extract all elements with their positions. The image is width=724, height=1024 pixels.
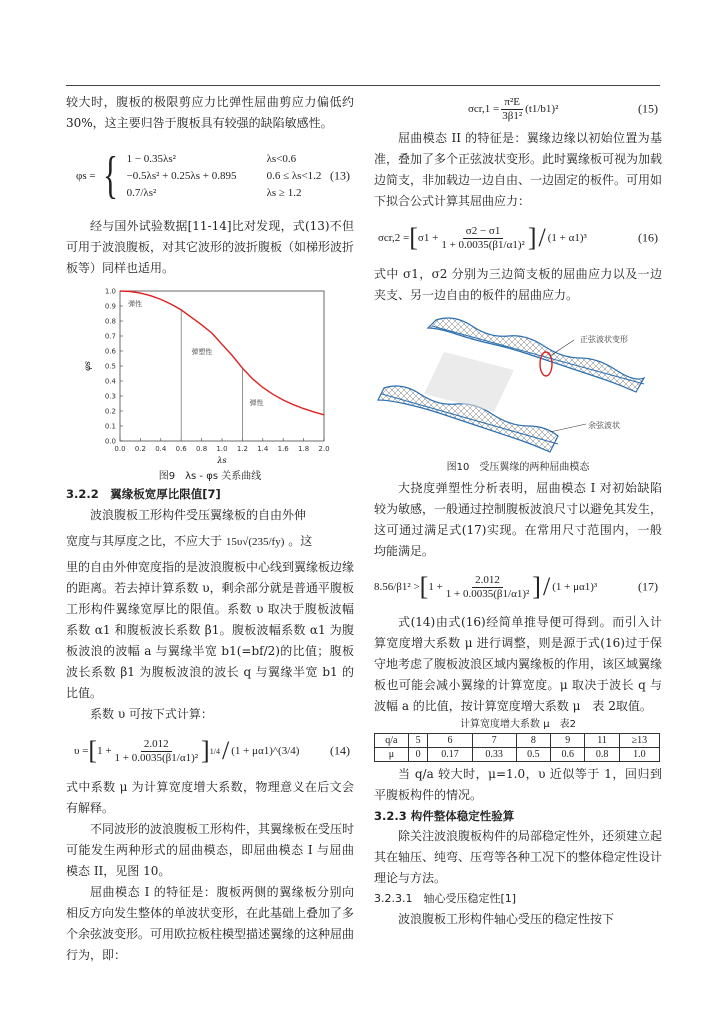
- table-2: [374, 733, 660, 762]
- x-tick-label: 0.6: [175, 445, 187, 453]
- figure-10-illustration: [374, 312, 662, 460]
- eq13-row2-expr: −0.5λs² + 0.25λs + 0.895: [126, 169, 237, 182]
- label-sine-mode: 正弦波状变形: [580, 335, 628, 344]
- eq13-lhs: φs =: [76, 169, 96, 182]
- left-paragraph-7: 屈曲模态 I 的特征是：腹板两侧的翼缘板分别向相反方向发生整体的单波状变形，在此基础上叠加了多个余弦波变形。可用欧拉板柱模型描述翼缘的这种屈曲行为，即：: [66, 885, 355, 962]
- x-tick-label: 1.2: [236, 445, 248, 453]
- right-column: [374, 92, 662, 930]
- table-2-header-row: [375, 734, 660, 748]
- eq13-row1-cond: λs<0.6: [266, 152, 297, 165]
- p3b-formula: 15υ√(235/fy): [225, 536, 285, 548]
- x-tick-label: 1.4: [257, 445, 269, 453]
- figure-9-chart: [66, 285, 354, 467]
- figure-10-caption: 图10 受压翼缘的两种屈曲模态: [446, 462, 590, 473]
- x-tick-label: 2.0: [318, 445, 330, 453]
- table-2-value-cell: 0.33: [472, 748, 516, 762]
- y-tick-label: 0.3: [104, 392, 116, 401]
- y-tick-label: 0.6: [104, 347, 116, 356]
- right-paragraph-7: 波浪腹板工形构件轴心受压的稳定性按下: [398, 912, 615, 926]
- eq17-lhs: 8.56/β1² >: [374, 580, 420, 593]
- section-3-2-2-heading: 3.2.2 翼缘板宽厚比限值[7]: [66, 487, 221, 501]
- phi-curve: [120, 291, 324, 415]
- table-2-header-cell: 7: [472, 734, 516, 748]
- eq15-number: (15): [638, 101, 658, 116]
- x-tick-label: 0.4: [155, 445, 167, 453]
- region-label: 弹性: [249, 399, 264, 407]
- p3b-text: 宽度与其厚度之比，不应大于: [66, 534, 223, 548]
- left-paragraph-3b: [66, 526, 354, 557]
- eq15-numerator: π²E: [501, 96, 523, 110]
- eq16-tail: (1 + α1)³: [547, 231, 587, 244]
- left-paragraph-1: 较大时，腹板的极限剪应力比弹性屈曲剪应力偏低约30%，这主要归咎于腹板具有较强的缺陷敏感性。: [66, 95, 354, 130]
- table-2-value-cell: 1.0: [619, 748, 659, 762]
- table-2-value-cell: 0: [408, 748, 428, 762]
- right-paragraph-4: 式(14)由式(16)经简单推导便可得到。而引入计算宽度增大系数 μ 进行调整，则是源于式(16)过于保守地考虑了腹板波浪区域内翼缘板的作用，该区域翼缘板也可能会减小翼缘的计算宽度。μ 取决于波长 q 与波幅 a 的比值，按计算宽度增大系数 μ 表 2取值。: [374, 615, 663, 713]
- table-2-header-cell: q/a: [375, 734, 409, 748]
- eq13-row1-expr: 1 − 0.35λs²: [126, 152, 176, 165]
- left-column: [66, 92, 354, 966]
- p3b-post: 。这: [288, 534, 313, 548]
- section-3-2-3-heading: 3.2.3 构件整体稳定性验算: [374, 809, 515, 823]
- figure-10: [374, 312, 662, 460]
- table-2-value-cell: 0.5: [516, 748, 550, 762]
- left-paragraph-4: 系数 υ 可按下式计算：: [90, 707, 213, 721]
- eq17-tail: (1 + μα1)³: [552, 580, 598, 593]
- eq14-numerator: 2.012: [141, 738, 172, 752]
- region-label: 弹塑性: [191, 348, 213, 356]
- x-axis-label: λs: [217, 456, 227, 465]
- header-rule: [66, 85, 660, 86]
- x-tick-label: 0.0: [114, 445, 126, 453]
- eq14-tail: (1 + μα1)^(3/4): [231, 744, 300, 757]
- table-2-header-cell: 5: [408, 734, 428, 748]
- eq13-row3-expr: 0.7/λs²: [126, 186, 157, 199]
- equation-15: [374, 92, 662, 126]
- left-paragraph-6: 不同波形的波浪腹板工形构件，其翼缘板在受压时可能发生两种形式的屈曲模态，即屈曲模态 I 与屈曲模态 II，见图 10。: [66, 822, 355, 878]
- y-tick-label: 0.0: [104, 437, 116, 446]
- right-paragraph-1: 屈曲模态 II 的特征是：翼缘边缘以初始位置为基准，叠加了多个正弦波状变形。此时翼缘板可视为加载边简支，非加载边一边自由、一边固定的板件。可用如下拟合公式计算其屈曲应力：: [374, 131, 663, 208]
- y-tick-label: 0.2: [104, 407, 116, 416]
- y-tick-label: 0.9: [104, 302, 116, 311]
- y-tick-label: 0.5: [104, 362, 116, 371]
- eq16-number: (16): [638, 230, 658, 245]
- left-paragraph-3a: 波浪腹板工形构件受压翼缘板的自由外伸: [90, 508, 307, 522]
- table-2-header-cell: 11: [585, 734, 619, 748]
- eq13-number: (13): [330, 168, 350, 183]
- figure-9: [66, 285, 354, 467]
- table-2-value-cell: μ: [375, 748, 409, 762]
- right-paragraph-6: 除关注波浪腹板构件的局部稳定性外，还须建立起其在轴压、纯弯、压弯等各种工况下的整体稳定性设计理论与方法。: [374, 829, 663, 885]
- x-tick-label: 0.2: [134, 445, 146, 453]
- y-tick-label: 0.4: [104, 377, 116, 386]
- eq13-row3-cond: λs ≥ 1.2: [266, 186, 302, 199]
- left-paragraph-2: 经与国外试验数据[11-14]比对发现，式(13)不但可用于波浪腹板，对其它波形的波折腹板（如梯形波折板等）同样也适用。: [66, 219, 355, 275]
- left-paragraph-5: 式中系数 μ 为计算宽度增大系数，物理意义在后文会有解释。: [66, 780, 354, 815]
- y-tick-label: 1.0: [104, 287, 116, 296]
- equation-17: 8.56/β1² > [ 1 + $\frac{2.012}{\text{1 + 0.0035(β1/α1)²}}$ ] / (1 + μα1)³ (17): [374, 572, 658, 601]
- label-cosine-mode: 余弦波状: [588, 421, 620, 430]
- left-paragraph-3c: 里的自由外伸宽度指的是波浪腹板中心线到翼缘板边缘的距离。若去掉计算系数 υ，剩余部分就是普通平腹板工形构件翼缘宽厚比的限值。系数 υ 取决于腹板波幅系数 α1 和腹板波长系数 β1。腹板波幅系数 α1 为腹板波浪的波幅 a 与翼缘半宽 b1(=bf/2)的比值；腹板波长系数 β1 为腹板波浪的波长 q 与翼缘半宽 b1 的比值。: [66, 560, 355, 700]
- table-2-header-cell: 9: [551, 734, 585, 748]
- eq16-denominator: 1 + 0.0035(β1/α1)²: [441, 238, 525, 251]
- region-label: 弹性: [128, 300, 143, 308]
- eq14-denominator: 1 + 0.0035(β1/α1)²: [114, 751, 199, 764]
- y-tick-label: 0.1: [104, 422, 116, 431]
- table-2-value-cell: 0.6: [551, 748, 585, 762]
- section-3-2-3-1-heading: 3.2.3.1 轴心受压稳定性[1]: [374, 892, 517, 905]
- eq14-lhs: υ =: [74, 744, 89, 757]
- plot-frame: [120, 291, 324, 441]
- y-tick-label: 0.7: [104, 332, 116, 341]
- y-axis-label: φs: [83, 361, 92, 371]
- y-tick-label: 0.8: [104, 317, 116, 326]
- table-2-caption: 计算宽度增大系数 μ 表2: [460, 719, 576, 730]
- eq13-row2-cond: 0.6 ≤ λs<1.2: [266, 169, 322, 182]
- right-paragraph-3: 大挠度弹塑性分析表明，屈曲模态 I 对初始缺陷较为敏感，一般通过控制腹板波浪尺寸以避免其发生，这可通过满足式(17)实现。在常用尺寸范围内，一般均能满足。: [374, 481, 663, 558]
- eq17-numerator: 2.012: [472, 574, 503, 588]
- table-2-value-row: [375, 748, 660, 762]
- eq13-cases: [127, 151, 322, 202]
- x-tick-label: 1.0: [216, 445, 228, 453]
- x-tick-label: 0.8: [196, 445, 208, 453]
- equation-16: σcr,2 = [ σ1 + $\frac{\sigma 2 - \sigma 1}{\text{1 + 0.0035(β1/α1)²}}$ ] / (1 + α1)³ (16): [378, 223, 658, 252]
- x-tick-label: 1.6: [277, 445, 289, 453]
- table-2-header-cell: 6: [428, 734, 472, 748]
- x-tick-label: 1.8: [298, 445, 310, 453]
- table-2-header-cell: ≥13: [619, 734, 659, 748]
- eq16-numerator: σ2 − σ1: [463, 225, 504, 239]
- eq17-denominator: 1 + 0.0035(β1/α1)²: [445, 587, 530, 600]
- figure-9-caption: 图9 λs - φs 关系曲线: [158, 471, 262, 482]
- eq17-number: (17): [638, 579, 658, 594]
- right-paragraph-5: 当 q/a 较大时，μ=1.0，υ 近似等于 1，回归到平腹板构件的情况。: [374, 767, 662, 802]
- eq14-exponent: 1/4: [209, 746, 220, 756]
- equation-13: φs = { 1 − 0.35λs² λs<0.6 −0.5λs² + 0.25λs + 0.895 0.6 ≤ λs<1.2 0.7/λs² λs ≥ 1.2 (13): [76, 147, 350, 204]
- table-2-header-cell: 8: [516, 734, 550, 748]
- eq16-lhs: σcr,2 =: [378, 231, 410, 244]
- eq14-number: (14): [330, 743, 350, 758]
- table-2-value-cell: 0.17: [428, 748, 472, 762]
- equation-14: υ = [ 1 + $\frac{2.012}{\text{1 + 0.0035(β1/α1)²}}$ ] 1/4 / (1 + μα1)^(3/4) (14): [74, 736, 350, 765]
- eq15-denominator: 3β1²: [502, 109, 523, 122]
- eq15-lhs: σcr,1 =: [468, 102, 500, 115]
- table-2-value-cell: 0.8: [585, 748, 619, 762]
- right-paragraph-2: 式中 σ1，σ2 分别为三边简支板的屈曲应力以及一边夹支、另一边自由的板件的屈曲应力。: [374, 267, 662, 302]
- eq15-tail: (t1/b1)²: [525, 102, 559, 115]
